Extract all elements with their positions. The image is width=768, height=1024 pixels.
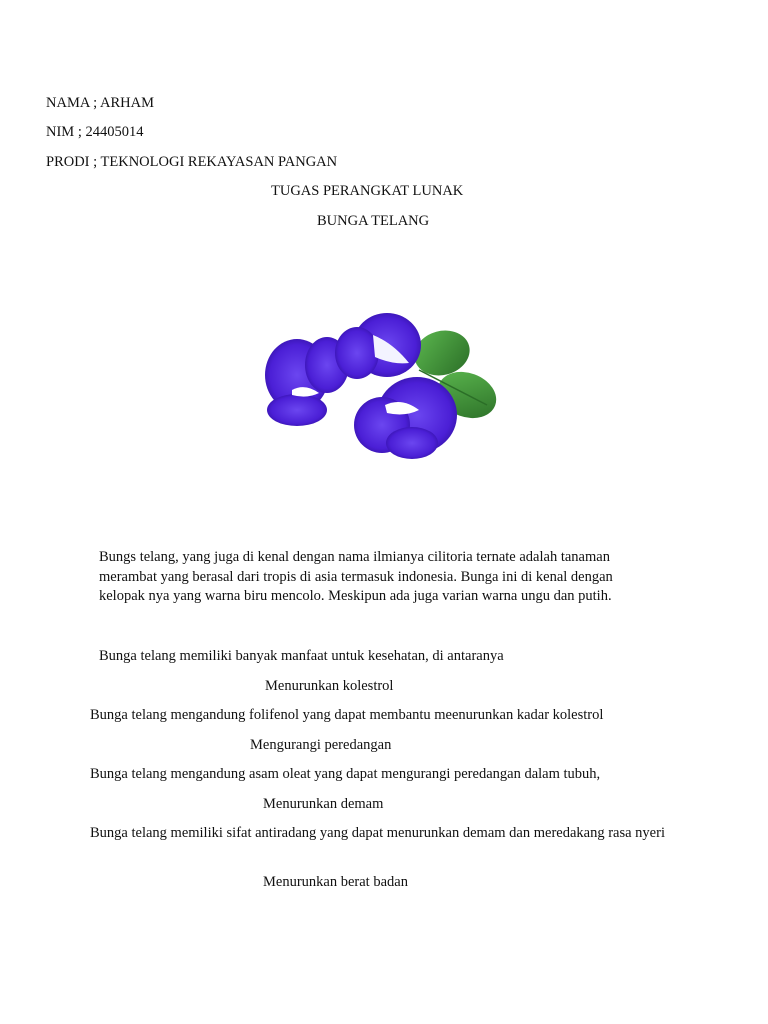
benefits-intro: Bunga telang memiliki banyak manfaat untuk kesehatan, di antaranya bbox=[99, 648, 504, 664]
benefit-text: Bunga telang mengandung folifenol yang dapat membantu meenurunkan kadar kolestrol bbox=[90, 707, 604, 723]
flower-right bbox=[354, 377, 457, 459]
course-title: TUGAS PERANGKAT LUNAK bbox=[271, 183, 464, 199]
flower-middle bbox=[335, 313, 421, 379]
intro-paragraph: Bungs telang, yang juga di kenal dengan nama ilmianya cilitoria ternate adalah tanaman merambat yang berasal dari tropis di asia termasuk indonesia. Bunga ini di kenal dengan kelopak nya yang warna biru mencolo. Meskipun ada juga varian warna ungu dan putih. bbox=[99, 549, 613, 604]
study-program: PRODI ; TEKNOLOGI REKAYASAN PANGAN bbox=[46, 154, 338, 170]
benefit-heading: Menurunkan demam bbox=[263, 796, 384, 812]
benefit-heading: Menurunkan berat badan bbox=[263, 874, 408, 890]
butterfly-pea-flower-photo bbox=[187, 265, 569, 505]
benefit-heading: Mengurangi peredangan bbox=[250, 737, 392, 753]
benefit-text: Bunga telang mengandung asam oleat yang dapat mengurangi peredangan dalam tubuh, bbox=[90, 766, 601, 782]
benefit-text: Bunga telang memiliki sifat antiradang yang dapat menurunkan demam dan meredakang rasa nyeri bbox=[90, 825, 665, 841]
student-name: NAMA ; ARHAM bbox=[46, 95, 154, 111]
benefit-heading: Menurunkan kolestrol bbox=[265, 678, 394, 694]
flower-illustration bbox=[187, 265, 569, 505]
student-nim: NIM ; 24405014 bbox=[46, 124, 144, 140]
topic-title: BUNGA TELANG bbox=[317, 213, 430, 229]
